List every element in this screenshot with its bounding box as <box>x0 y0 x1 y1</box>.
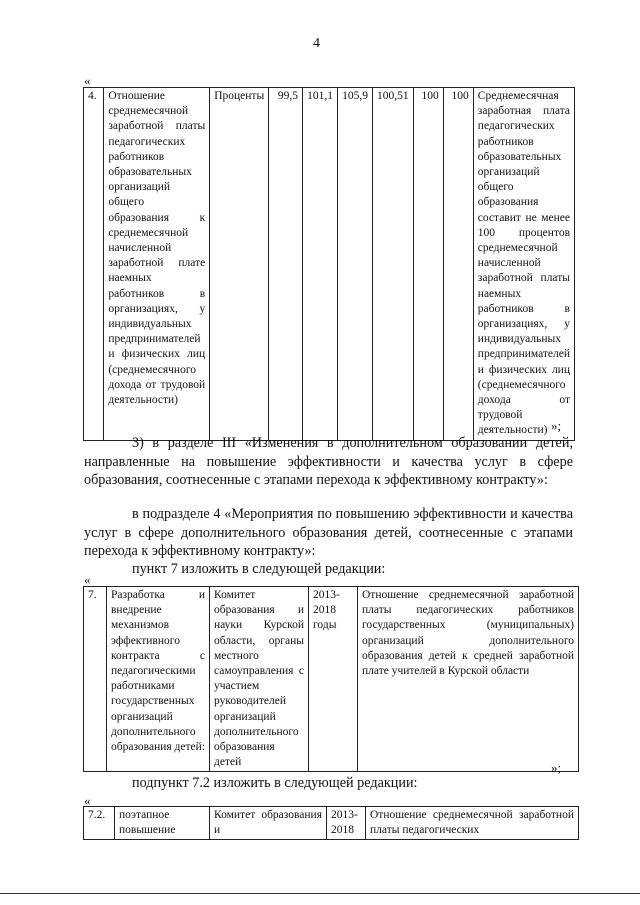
activity-cell: поэтапное повышение <box>115 807 210 840</box>
value-2017: 100 <box>413 88 443 441</box>
value-2018: 100 <box>443 88 473 441</box>
quote-open-2: « <box>84 572 91 587</box>
activity-cell: Разработка и внедрение механизмов эффективного контракта с педагогическими работниками государственных организаций дополнительного образования детей: <box>107 587 210 772</box>
paragraph-subsection-4: в подразделе 4 «Мероприятия по повышению эффективности и качества услуг в сфере дополнительного образования детей, соотнесенные с этапами перехода к эффективному контракту»: <box>84 506 573 559</box>
value-2014: 101,1 <box>303 88 338 441</box>
indicator-name: Отношение среднемесячной заработной платы педагогических работников образовательных организаций общего образования к среднемесячной начисленной заработной плате наемных работников в организациях, у индивидуальных предпринимателей и физических лиц (среднемесячного дохода от трудовой деятельности) <box>104 88 210 441</box>
paragraph-section-3: 3) в разделе III «Изменения в дополнительном образовании детей, направленные на повышение эффективности и качества услуг в сфере образования, соотнесенные с этапами перехода к эффективному контракту»: <box>84 435 573 488</box>
row-number: 7. <box>84 587 107 772</box>
value-2016: 100,51 <box>372 88 413 441</box>
table-row <box>84 88 575 441</box>
table-row <box>84 587 579 772</box>
quote-close-2: »; <box>551 760 562 775</box>
quote-open-1: « <box>84 73 91 88</box>
paragraph-subpoint-7-2: подпункт 7.2 изложить в следующей редакции: <box>132 775 418 791</box>
result-cell: Среднемесячная заработная плата педагогических работников образовательных организаций общего образования составит не менее 100 процентов среднемесячной начисленной заработной платы наемных работников в организациях, у индивидуальных предпринимателей и физических лиц (среднемесячного дохода от трудовой деятельности) <box>473 88 574 441</box>
indicator-cell: Отношение среднемесячной заработной платы педагогических <box>366 807 579 840</box>
table-subpoint-7-2 <box>83 806 579 840</box>
value-2013: 99,5 <box>269 88 303 441</box>
table-point-7 <box>83 586 579 772</box>
table-row <box>84 807 579 840</box>
page-bottom-edge <box>0 893 640 894</box>
paragraph-point-7: пункт 7 изложить в следующей редакции: <box>132 561 386 577</box>
responsible-cell: Комитет образования и <box>210 807 327 840</box>
term-cell: 2013-2018 <box>327 807 366 840</box>
indicator-cell: Отношение среднемесячной заработной платы педагогических работников государственных (муниципальных) организаций дополнительного образования детей к средней заработной плате учителей в Курской области <box>358 587 579 772</box>
responsible-cell: Комитет образования и науки Курской области, органы местного самоуправления с участием руководителей организаций дополнительного образования детей <box>210 587 309 772</box>
quote-open-3: « <box>84 793 91 808</box>
value-2015: 105,9 <box>338 88 373 441</box>
unit-cell: Проценты <box>210 88 269 441</box>
page-number: 4 <box>313 36 320 51</box>
quote-close-1: »; <box>551 418 562 433</box>
table-indicator-4 <box>83 87 575 441</box>
row-number: 4. <box>84 88 104 441</box>
term-cell: 2013-2018 годы <box>309 587 358 772</box>
row-number: 7.2. <box>84 807 115 840</box>
